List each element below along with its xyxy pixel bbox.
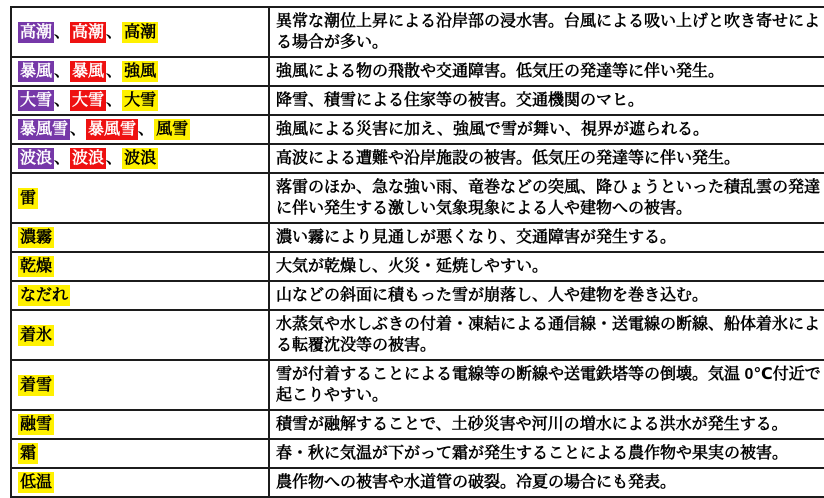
table-row [11, 439, 824, 468]
warning-label-warning: 波浪 [72, 150, 105, 167]
warning-name-cell [11, 360, 269, 410]
warning-label-advisory: 着氷 [20, 326, 53, 344]
table-row [11, 7, 824, 57]
label-separator: 、 [106, 150, 123, 167]
table-row [11, 86, 824, 115]
warning-label-warning: 高潮 [72, 23, 105, 41]
warning-label-advisory: 融雪 [20, 416, 53, 433]
weather-warning-table-container [10, 6, 821, 498]
warning-description-cell: 水蒸気や水しぶきの付着・凍結による通信線・送電線の断線、船体着氷による転覆沈没等の被害。 [269, 310, 824, 360]
warning-label-special: 高潮 [20, 23, 53, 41]
warning-name-cell [11, 173, 269, 223]
weather-warning-table-body [11, 7, 824, 497]
warning-description-cell: 降雪、積雪による住家等の被害。交通機関のマヒ。 [269, 86, 824, 115]
warning-description-cell: 山などの斜面に積もった雪が崩落し、人や建物を巻き込む。 [269, 281, 824, 310]
warning-name-cell [11, 281, 269, 310]
warning-description-cell: 落雷のほか、急な強い雨、竜巻などの突風、降ひょうといった積乱雲の発達に伴い発生する激しい気象現象による人や建物への被害。 [269, 173, 824, 223]
warning-label-advisory: 雷 [20, 189, 37, 207]
warning-description-cell: 雪が付着することによる電線等の断線や送電鉄塔等の倒壊。気温 0℃付近で起こりやすい。 [269, 360, 824, 410]
table-row [11, 252, 824, 281]
table-row [11, 410, 824, 439]
warning-name-cell [11, 223, 269, 252]
warning-name-cell [11, 57, 269, 86]
warning-label-advisory: なだれ [20, 287, 69, 304]
table-row [11, 173, 824, 223]
label-separator: 、 [106, 23, 123, 41]
label-separator: 、 [54, 23, 71, 41]
warning-name-cell [11, 410, 269, 439]
warning-name-cell [11, 310, 269, 360]
label-separator: 、 [54, 92, 71, 109]
table-row [11, 223, 824, 252]
warning-label-advisory: 大雪 [124, 92, 157, 109]
table-row [11, 468, 824, 497]
warning-name-cell [11, 144, 269, 173]
warning-label-advisory: 乾燥 [20, 258, 53, 275]
warning-label-advisory: 霜 [20, 445, 37, 462]
warning-description-cell: 積雪が融解することで、土砂災害や河川の増水による洪水が発生する。 [269, 410, 824, 439]
warning-label-special: 暴風雪 [20, 121, 69, 138]
warning-label-warning: 暴風 [72, 63, 105, 80]
table-row [11, 360, 824, 410]
label-separator: 、 [54, 150, 71, 167]
warning-description-cell: 強風による災害に加え、強風で雪が舞い、視界が遮られる。 [269, 115, 824, 144]
label-separator: 、 [138, 121, 155, 138]
table-row [11, 281, 824, 310]
label-separator: 、 [106, 92, 123, 109]
weather-warning-table [10, 6, 824, 498]
label-separator: 、 [54, 63, 71, 80]
warning-description-cell: 強風による物の飛散や交通障害。低気圧の発達等に伴い発生。 [269, 57, 824, 86]
warning-label-special: 波浪 [20, 150, 53, 167]
warning-label-warning: 大雪 [72, 92, 105, 109]
warning-description-cell: 農作物への被害や水道管の破裂。冷夏の場合にも発表。 [269, 468, 824, 497]
table-row [11, 310, 824, 360]
warning-label-warning: 暴風雪 [88, 121, 137, 138]
warning-name-cell [11, 468, 269, 497]
table-row [11, 57, 824, 86]
warning-label-advisory: 高潮 [124, 23, 157, 41]
warning-description-cell: 異常な潮位上昇による沿岸部の浸水害。台風による吸い上げと吹き寄せによる場合が多い。 [269, 7, 824, 57]
warning-description-cell: 大気が乾燥し、火災・延焼しやすい。 [269, 252, 824, 281]
table-row [11, 115, 824, 144]
warning-label-special: 大雪 [20, 92, 53, 109]
warning-label-advisory: 風雪 [156, 121, 189, 138]
warning-description-cell: 高波による遭難や沿岸施設の被害。低気圧の発達等に伴い発生。 [269, 144, 824, 173]
warning-label-advisory: 低温 [20, 474, 53, 491]
warning-label-advisory: 強風 [124, 63, 157, 80]
warning-name-cell [11, 86, 269, 115]
label-separator: 、 [106, 63, 123, 80]
warning-label-advisory: 着雪 [20, 376, 53, 394]
warning-description-cell: 春・秋に気温が下がって霜が発生することによる農作物や果実の被害。 [269, 439, 824, 468]
warning-label-advisory: 濃霧 [20, 229, 53, 246]
warning-name-cell [11, 252, 269, 281]
label-separator: 、 [70, 121, 87, 138]
warning-name-cell [11, 115, 269, 144]
warning-label-advisory: 波浪 [124, 150, 157, 167]
warning-label-special: 暴風 [20, 63, 53, 80]
warning-name-cell [11, 439, 269, 468]
warning-description-cell: 濃い霧により見通しが悪くなり、交通障害が発生する。 [269, 223, 824, 252]
warning-name-cell [11, 7, 269, 57]
table-row [11, 144, 824, 173]
